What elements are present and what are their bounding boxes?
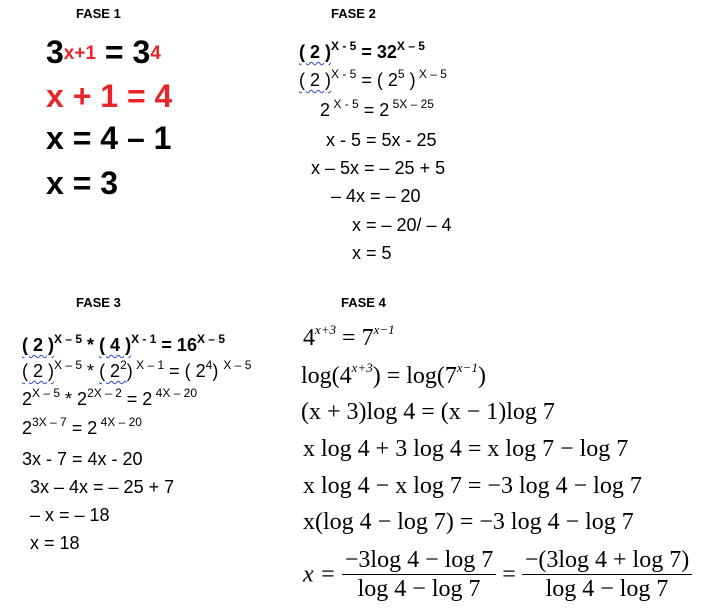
fase2-title: FASE 2 bbox=[331, 6, 376, 21]
fraction-1: $\frac{-3\log 4 - \log 7}{\log 4 - \log 7}$ bbox=[342, 546, 496, 603]
fase3-line7: – x = – 18 bbox=[30, 505, 110, 525]
fase2-line8: x = 5 bbox=[352, 243, 392, 263]
fase1-line4: x = 3 bbox=[46, 165, 119, 201]
fase4-title: FASE 4 bbox=[341, 295, 386, 310]
fase3-line5: 3x - 7 = 4x - 20 bbox=[22, 449, 143, 469]
fraction-2: $\frac{-(3\log 4 + \log 7)}{\log 4 - \log 7}$ bbox=[522, 546, 692, 603]
fase3-line2: ( 2 )$^{X - 5}$ * ( $2^2$) $^{X - 1}$ = ( $2^4$) $^{X - 5}$ bbox=[22, 358, 252, 381]
fase2-line4: x - 5 = 5x - 25 bbox=[326, 130, 437, 150]
fase4-line3: (x + 3)log 4 = (x − 1)log 7 bbox=[301, 399, 555, 425]
fase2-line2: ( 2 )$^{X - 5}$ = ( $2^5$ ) $^{X - 5}$ bbox=[299, 67, 447, 90]
fase2-line5: x – 5x = – 25 + 5 bbox=[311, 158, 446, 178]
fase4-line1: $4^{x+3} = 7^{x-1}$ bbox=[303, 322, 395, 351]
fase2-line6: – 4x = – 20 bbox=[331, 186, 421, 206]
fase3-line3: $2^{X - 5} * 2^{2X - 2} = 2$ $^{4X - 20}$ bbox=[22, 386, 198, 409]
fase2-line3: 2 $^{X - 5}$ = 2 $^{5X - 25}$ bbox=[320, 97, 434, 120]
fase4-line4: x log 4 + 3 log 4 = x log 7 − log 7 bbox=[303, 436, 629, 462]
fase1-line2: x + 1 = 4 bbox=[46, 78, 173, 114]
fase4-line7: x = $\frac{-3\log 4 - \log 7}{\log 4 - \log 7}$ = $\frac{-(3\log 4 + \log 7)}{\log 4 - \log 7}$ bbox=[303, 546, 692, 603]
fase4-line5: x log 4 − x log 7 = −3 log 4 − log 7 bbox=[303, 473, 642, 499]
fase4-line6: x(log 4 − log 7) = −3 log 4 − log 7 bbox=[303, 509, 634, 535]
fase1-line1: $3^{x+1} = 3^4$ bbox=[46, 34, 161, 70]
fase4-line2: $\log(4^{x+3}) = \log(7^{x-1})$ bbox=[301, 360, 486, 389]
fase1-line3: x = 4 – 1 bbox=[46, 120, 172, 156]
fase3-line1: ( 2 )$^{X - 5}$ * ( 4 )$^{X - 1} = 16^{X - 5}$ bbox=[22, 332, 225, 355]
fase3-title: FASE 3 bbox=[76, 295, 121, 310]
fase3-line6: 3x – 4x = – 25 + 7 bbox=[30, 477, 175, 497]
fase3-line8: x = 18 bbox=[30, 533, 80, 553]
fase1-title: FASE 1 bbox=[76, 6, 121, 21]
fase3-line4: $2^{3X - 7} = 2$ $^{4X - 20}$ bbox=[22, 415, 142, 438]
fase2-line7: x = – 20/ – 4 bbox=[352, 215, 452, 235]
fase2-line1: ( 2 )$^{X - 5} = 32^{X - 5}$ bbox=[299, 39, 425, 62]
